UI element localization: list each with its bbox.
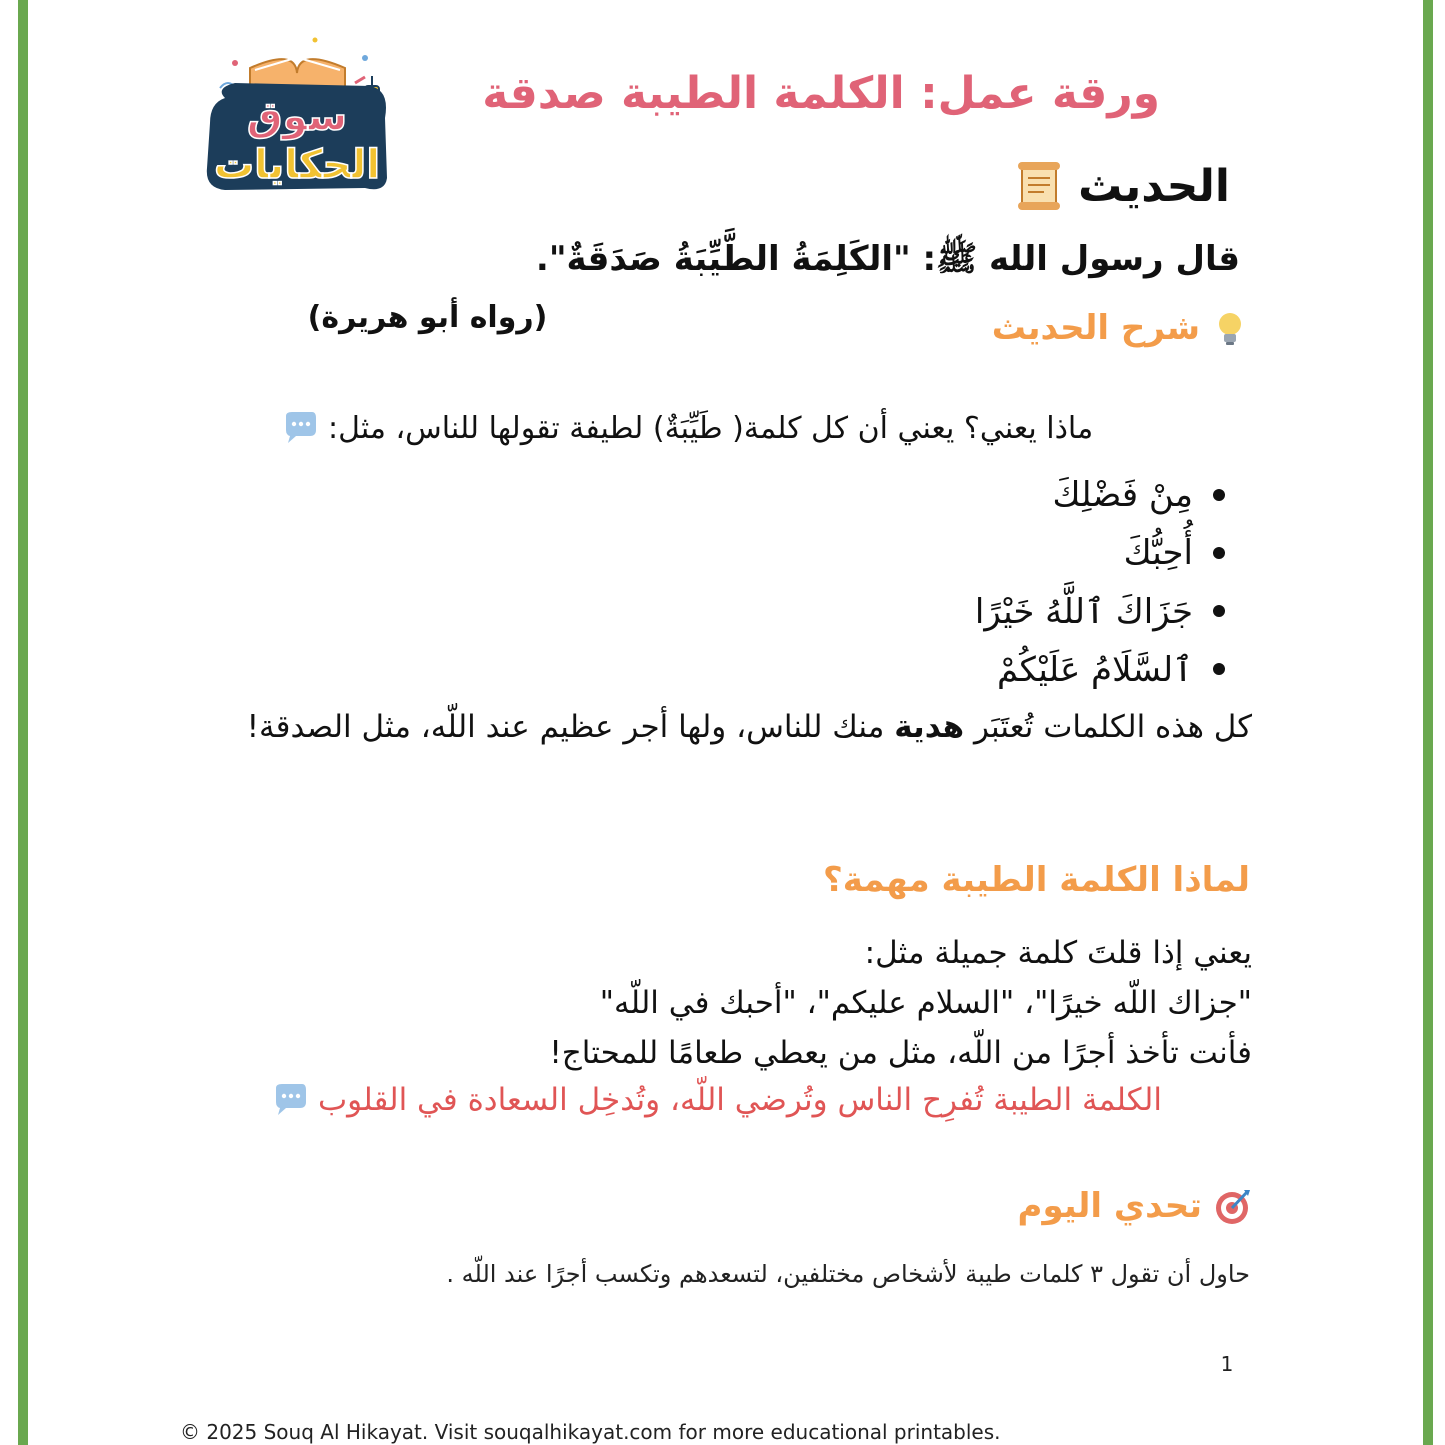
explanation-paragraph: كل هذه الكلمات تُعتَبَر هدية منك للناس، ولها أجر عظيم عند اللّه، مثل الصدقة! xyxy=(246,709,1252,745)
target-icon xyxy=(1212,1186,1252,1226)
hadith-heading-label: الحديث xyxy=(1078,160,1230,212)
logo-line1: سوق xyxy=(246,94,348,140)
challenge-heading xyxy=(900,1186,1252,1226)
list-item: جَزَاكَ ٱللَّهُ خَيْرًا xyxy=(760,582,1225,640)
list-item: مِنْ فَضْلِكَ xyxy=(760,466,1225,524)
list-item: أُحِبُّكَ xyxy=(760,524,1225,582)
logo-line2: الحكايات xyxy=(213,142,381,188)
gift-word: هدية xyxy=(894,709,965,745)
kind-words-list xyxy=(760,466,1225,698)
challenge-heading-label: تحدي اليوم xyxy=(1017,1186,1202,1226)
explanation-intro-text: ماذا يعني؟ يعني أن كل كلمة( طَيِّبَةٌ) لطيفة تقولها للناس، مثل: xyxy=(328,410,1094,446)
explanation-heading-label: شرح الحديث xyxy=(991,308,1200,348)
explanation-heading xyxy=(900,308,1250,348)
list-item: ٱلسَّلَامُ عَلَيْكُمْ xyxy=(760,640,1225,698)
hadith-text: قال رسول الله ﷺ: "الكَلِمَةُ الطَّيِّبَةُ صَدَقَةٌ". xyxy=(535,239,1240,279)
highlight-line xyxy=(270,1080,1252,1120)
scroll-icon xyxy=(1014,160,1064,212)
footer-copyright: © 2025 Souq Al Hikayat. Visit souqalhikayat.com for more educational printables. xyxy=(180,1420,1001,1444)
page-title: ورقة عمل: الكلمة الطيبة صدقة xyxy=(482,68,1160,119)
page-number: 1 xyxy=(1220,1352,1234,1376)
page-border-left xyxy=(18,0,28,1445)
why-line: يعني إذا قلتَ كلمة جميلة مثل: xyxy=(864,935,1252,971)
why-text xyxy=(440,928,1252,1078)
hadith-heading xyxy=(700,160,1230,212)
why-line: فأنت تأخذ أجرًا من اللّه، مثل من يعطي طعامًا للمحتاج! xyxy=(549,1035,1252,1071)
logo xyxy=(195,28,400,193)
highlight-text: الكلمة الطيبة تُفرِح الناس وتُرضي اللّه، وتُدخِل السعادة في القلوب xyxy=(318,1082,1162,1118)
page-border-right xyxy=(1423,0,1433,1445)
why-line: "جزاك اللّه خيرًا"، "السلام عليكم"، "أحبك في اللّه" xyxy=(599,985,1252,1021)
lightbulb-icon xyxy=(1210,308,1250,348)
speech-bubble-icon xyxy=(270,1080,310,1120)
hadith-narrator: (رواه أبو هريرة) xyxy=(307,300,548,335)
speech-bubble-icon xyxy=(280,408,320,448)
why-heading xyxy=(760,860,1250,900)
why-heading-label: لماذا الكلمة الطيبة مهمة؟ xyxy=(823,860,1250,900)
explanation-intro xyxy=(280,408,1252,448)
challenge-text: حاول أن تقول ٣ كلمات طيبة لأشخاص مختلفين، لتسعدهم وتكسب أجرًا عند اللّه . xyxy=(446,1260,1250,1288)
